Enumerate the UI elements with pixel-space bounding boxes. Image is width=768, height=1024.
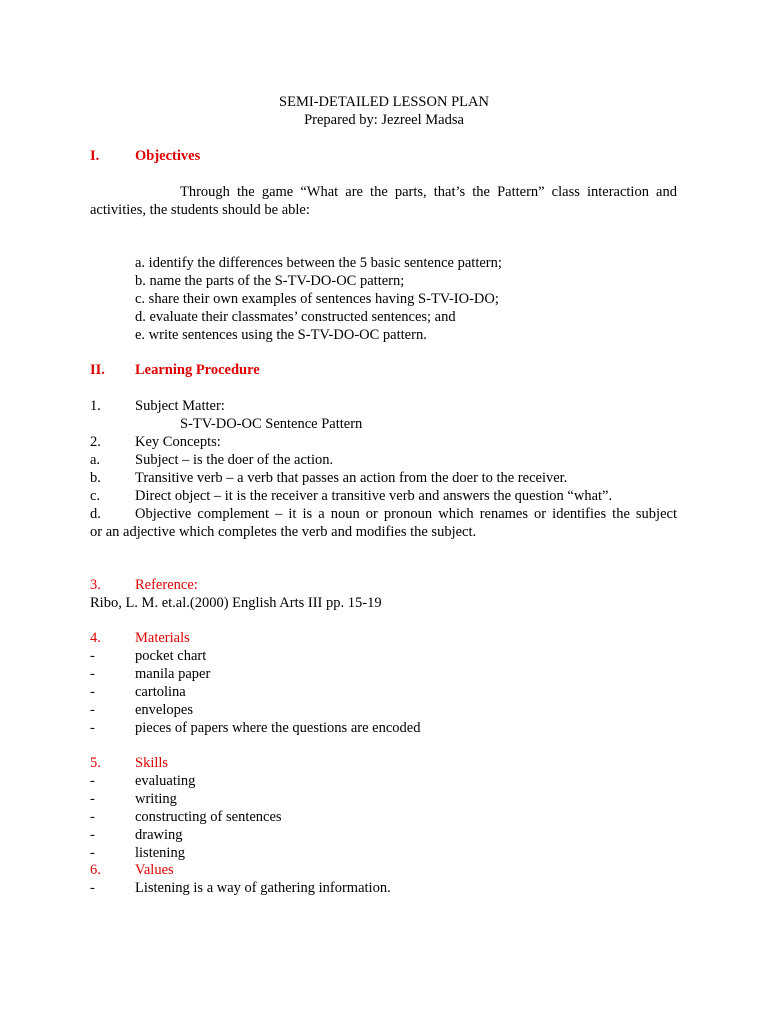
key-concept-letter: a. — [90, 452, 101, 468]
section-2-heading: Learning Procedure — [135, 362, 260, 378]
key-concept-text: Transitive verb – a verb that passes an action from the doer to the receiver. — [135, 470, 568, 486]
materials-item: manila paper — [135, 666, 211, 682]
key-concept-text: Subject – is the doer of the action. — [135, 452, 334, 468]
skills-item: constructing of sentences — [135, 809, 282, 825]
key-concepts-label: Key Concepts: — [135, 434, 221, 450]
values-number: 6. — [90, 862, 101, 878]
subject-matter-value: S-TV-DO-OC Sentence Pattern — [180, 416, 363, 432]
objectives-intro-line-1: Through the game “What are the parts, that’s the Pattern” class interaction and — [180, 184, 677, 200]
subject-matter-label: Subject Matter: — [135, 398, 225, 414]
list-dash: - — [90, 880, 95, 896]
key-concept-letter: c. — [90, 488, 101, 504]
list-dash: - — [90, 648, 95, 664]
list-dash: - — [90, 720, 95, 736]
list-dash: - — [90, 773, 95, 789]
section-1-numeral: I. — [90, 148, 100, 164]
materials-number: 4. — [90, 630, 101, 646]
materials-item: cartolina — [135, 684, 186, 700]
materials-item: pocket chart — [135, 648, 207, 664]
key-concept-letter: d. — [90, 506, 101, 522]
objective-item: c. share their own examples of sentences having S-TV-IO-DO; — [135, 291, 499, 307]
list-dash: - — [90, 702, 95, 718]
skills-item: drawing — [135, 827, 183, 843]
section-1-heading: Objectives — [135, 148, 201, 164]
section-2-numeral: II. — [90, 362, 105, 378]
objective-item: b. name the parts of the S-TV-DO-OC pattern; — [135, 273, 405, 289]
materials-item: envelopes — [135, 702, 193, 718]
objectives-intro-line-2: activities, the students should be able: — [90, 202, 310, 218]
key-concept-text: Direct object – it is the receiver a transitive verb and answers the question “what”. — [135, 488, 613, 504]
skills-number: 5. — [90, 755, 101, 771]
objective-item: a. identify the differences between the 5 basic sentence pattern; — [135, 255, 502, 271]
list-dash: - — [90, 827, 95, 843]
skills-item: evaluating — [135, 773, 196, 789]
reference-number: 3. — [90, 577, 101, 593]
reference-label: Reference: — [135, 577, 198, 593]
values-label: Values — [135, 862, 174, 878]
values-item: Listening is a way of gathering information. — [135, 880, 391, 896]
objective-item: e. write sentences using the S-TV-DO-OC pattern. — [135, 327, 427, 343]
prepared-by: Prepared by: Jezreel Madsa — [304, 112, 464, 128]
materials-label: Materials — [135, 630, 190, 646]
reference-text: Ribo, L. M. et.al.(2000) English Arts III pp. 15-19 — [90, 595, 382, 611]
skills-item: listening — [135, 845, 185, 861]
objective-item: d. evaluate their classmates’ constructed sentences; and — [135, 309, 456, 325]
document-title: SEMI-DETAILED LESSON PLAN — [279, 94, 489, 110]
skills-label: Skills — [135, 755, 169, 771]
list-dash: - — [90, 845, 95, 861]
list-dash: - — [90, 791, 95, 807]
skills-item: writing — [135, 791, 177, 807]
key-concept-continuation: or an adjective which completes the verb and modifies the subject. — [90, 524, 477, 540]
list-dash: - — [90, 684, 95, 700]
subject-matter-number: 1. — [90, 398, 101, 414]
key-concept-letter: b. — [90, 470, 101, 486]
list-dash: - — [90, 809, 95, 825]
materials-item: pieces of papers where the questions are encoded — [135, 720, 421, 736]
list-dash: - — [90, 666, 95, 682]
key-concepts-number: 2. — [90, 434, 101, 450]
key-concept-text: Objective complement – it is a noun or pronoun which renames or identifies the subject — [135, 506, 677, 522]
